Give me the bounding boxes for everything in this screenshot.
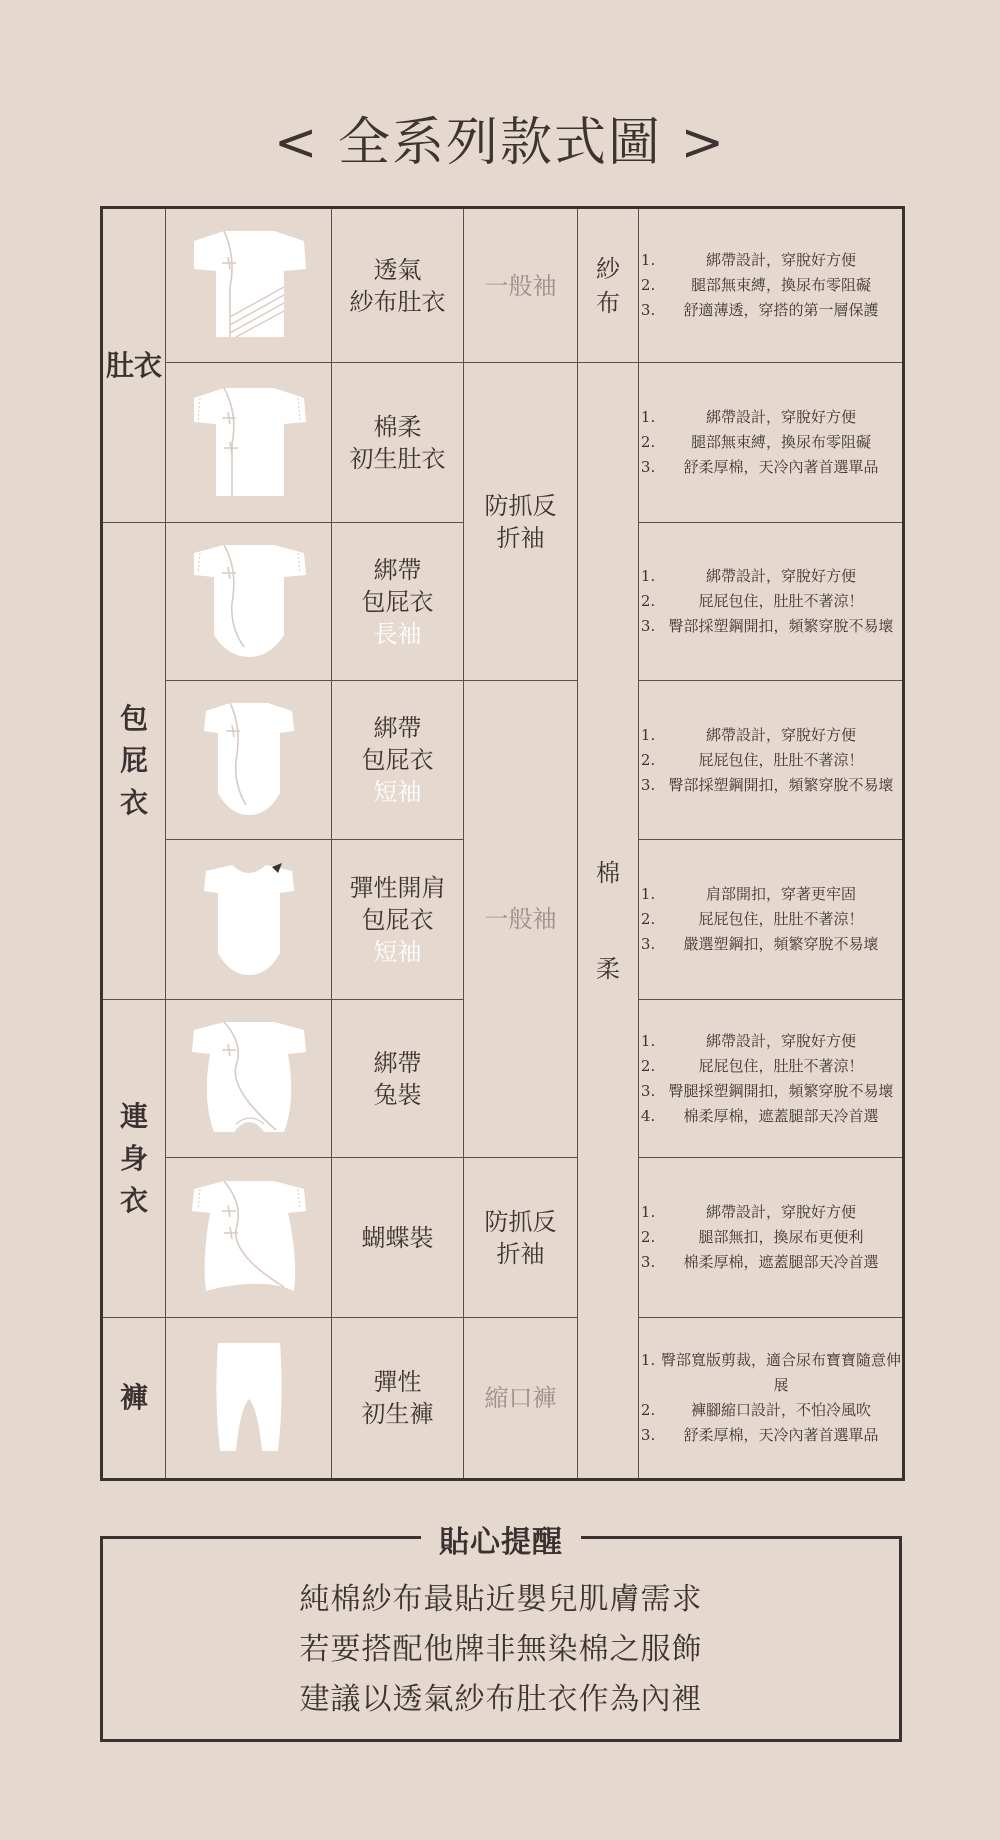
feature-list: 1. 綁帶設計，穿脫好方便 2. 屁屁包住，肚肚不著涼！ 3. 臀部採塑鋼開扣，頻繁穿脫不易壞 bbox=[639, 681, 904, 840]
garment-illustration bbox=[166, 840, 332, 1000]
care-notice-line: 純棉紗布最貼近嬰兒肌膚需求 bbox=[299, 1582, 703, 1617]
page-title: < 全系列款式圖 > bbox=[273, 113, 727, 173]
care-notice-line: 若要搭配他牌非無染棉之服飾 bbox=[299, 1632, 703, 1667]
sleeve-type-regular: 一般袖 bbox=[464, 208, 578, 363]
style-chart-table bbox=[100, 206, 905, 1481]
care-notice-line: 建議以透氣紗布肚衣作為內裡 bbox=[299, 1682, 703, 1717]
category-romper: 連身衣 bbox=[102, 1000, 166, 1318]
gauze-bellyband-icon bbox=[184, 227, 314, 345]
feature-list: 1. 臀部寬版剪裁，適合尿布寶寶隨意伸展 2. 褲腳縮口設計，不怕冷風吹 3. 舒柔厚棉，天冷內著首選單品 bbox=[639, 1318, 904, 1480]
butterfly-romper-icon bbox=[184, 1179, 314, 1297]
product-name: 綁帶 包屁衣 短袖 bbox=[332, 681, 464, 840]
care-notice-box bbox=[100, 1525, 902, 1742]
garment-illustration bbox=[166, 1000, 332, 1158]
feature-list: 1. 綁帶設計，穿脫好方便 2. 腿部無束縛，換尿布零阻礙 3. 舒柔厚棉，天冷內著首選單品 bbox=[639, 363, 904, 523]
garment-illustration bbox=[166, 208, 332, 363]
garment-illustration bbox=[166, 363, 332, 523]
shoulder-snap-bodysuit-icon bbox=[184, 861, 314, 979]
table-row bbox=[102, 208, 904, 363]
care-notice-text bbox=[103, 1575, 899, 1725]
table-row bbox=[102, 681, 904, 840]
care-notice-title: 貼心提醒 bbox=[103, 1517, 899, 1561]
newborn-pants-icon bbox=[184, 1339, 314, 1457]
product-name: 綁帶 包屁衣 長袖 bbox=[332, 523, 464, 681]
garment-illustration bbox=[166, 1318, 332, 1480]
sleeve-type-anti-scratch: 防抓反折袖 bbox=[464, 363, 578, 681]
product-name: 透氣 紗布肚衣 bbox=[332, 208, 464, 363]
product-name: 彈性開肩 包屁衣 短袖 bbox=[332, 840, 464, 1000]
garment-illustration bbox=[166, 1158, 332, 1318]
fabric-gauze-label: 紗布 bbox=[596, 254, 620, 317]
feature-list: 1. 綁帶設計，穿脫好方便 2. 屁屁包住，肚肚不著涼！ 3. 臀腿採塑鋼開扣，頻繁穿脫不易壞 4. 棉柔厚棉，遮蓋腿部天冷首選 bbox=[639, 1000, 904, 1158]
table-row bbox=[102, 1158, 904, 1318]
short-sleeve-bodysuit-icon bbox=[184, 701, 314, 819]
sleeve-type-anti-scratch: 防抓反折袖 bbox=[464, 1158, 578, 1318]
category-pants: 褲 bbox=[102, 1318, 166, 1480]
cotton-bellyband-icon bbox=[184, 384, 314, 502]
fabric-gauze bbox=[578, 208, 639, 363]
category-bellyband: 肚衣 bbox=[102, 208, 166, 523]
product-name: 綁帶 兔裝 bbox=[332, 1000, 464, 1158]
feature-list: 1. 肩部開扣，穿著更牢固 2. 屁屁包住，肚肚不著涼！ 3. 嚴選塑鋼扣，頻繁穿脫不易壞 bbox=[639, 840, 904, 1000]
product-name: 彈性 初生褲 bbox=[332, 1318, 464, 1480]
category-bodysuit: 包屁衣 bbox=[102, 523, 166, 1000]
table-row bbox=[102, 363, 904, 523]
product-name: 蝴蝶裝 bbox=[332, 1158, 464, 1318]
fabric-cotton bbox=[578, 363, 639, 1480]
feature-list: 1. 綁帶設計，穿脫好方便 2. 腿部無束縛，換尿布零阻礙 3. 舒適薄透，穿搭的第一層保護 bbox=[639, 208, 904, 363]
feature-list: 1. 綁帶設計，穿脫好方便 2. 屁屁包住，肚肚不著涼！ 3. 臀部採塑鋼開扣，頻繁穿脫不易壞 bbox=[639, 523, 904, 681]
sleeve-type-regular: 一般袖 bbox=[464, 681, 578, 1158]
feature-list: 1. 綁帶設計，穿脫好方便 2. 腿部無扣，換尿布更便利 3. 棉柔厚棉，遮蓋腿部天冷首選 bbox=[639, 1158, 904, 1318]
product-name: 棉柔 初生肚衣 bbox=[332, 363, 464, 523]
table-row bbox=[102, 1318, 904, 1480]
sleeve-type-cuffed: 縮口褲 bbox=[464, 1318, 578, 1480]
fabric-cotton-label: 棉柔 bbox=[596, 858, 620, 983]
garment-illustration bbox=[166, 681, 332, 840]
long-sleeve-bodysuit-icon bbox=[184, 543, 314, 661]
garment-illustration bbox=[166, 523, 332, 681]
tie-romper-icon bbox=[184, 1020, 314, 1138]
